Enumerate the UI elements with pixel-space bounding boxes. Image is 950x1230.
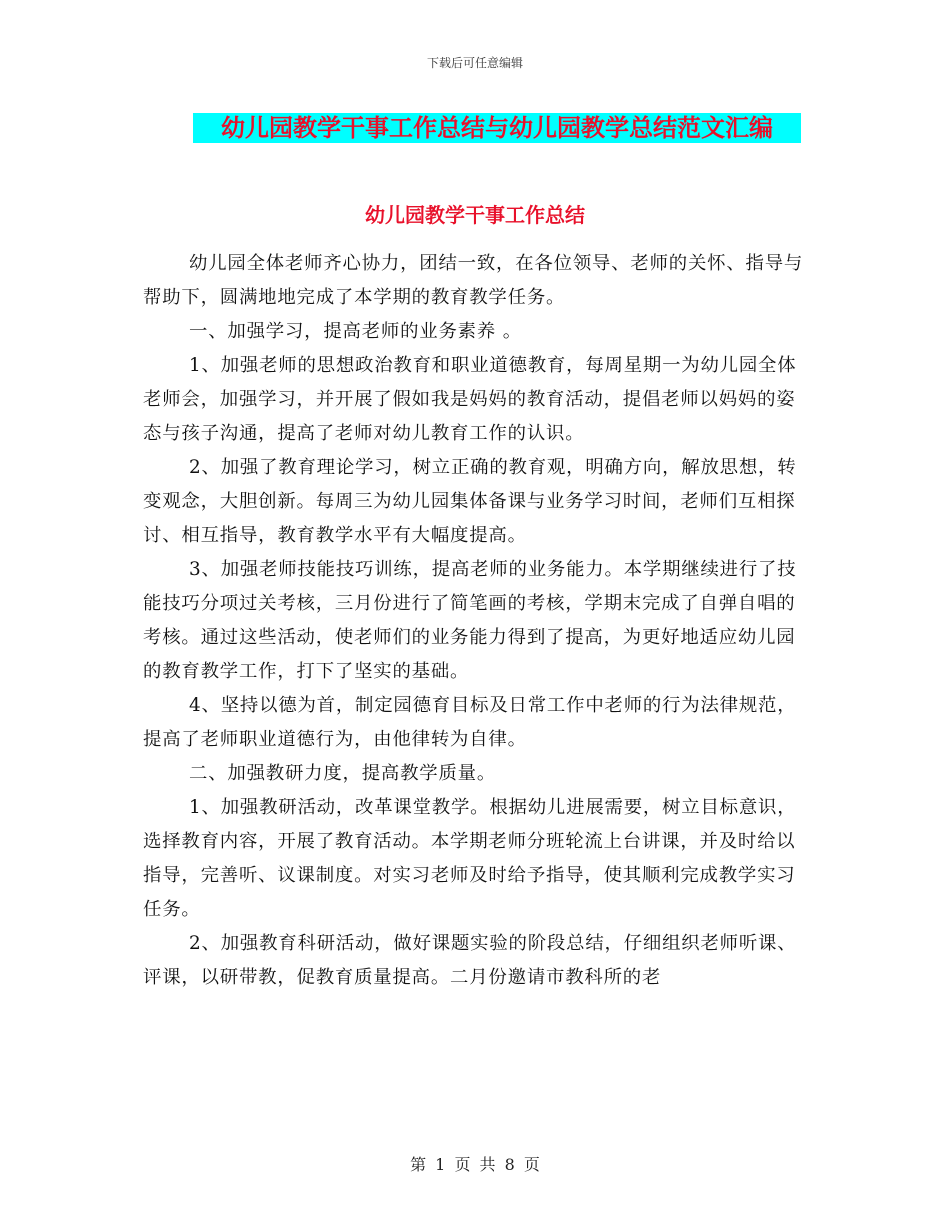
document-title: 幼儿园教学干事工作总结与幼儿园教学总结范文汇编 <box>193 113 801 143</box>
paragraph: 二、加强教研力度，提高教学质量。 <box>189 763 497 784</box>
paragraph: 2、加强教育科研活动，做好课题实验的阶段总结，仔细组织老师听课、评课，以研带教，促教育质量提高。二月份邀请市教科所的老 <box>143 933 797 988</box>
paragraph: 4、坚持以德为首，制定园德育目标及日常工作中老师的行为法律规范，提高了老师职业道德行为，由他律转为自律。 <box>143 695 797 750</box>
header-note: 下载后可任意编辑 <box>426 56 523 70</box>
paragraph: 3、加强老师技能技巧训练，提高老师的业务能力。本学期继续进行了技能技巧分项过关考核，三月份进行了简笔画的考核，学期末完成了自弹自唱的考核。通过这些活动，使老师们的业务能力得到了提高，为更好地适应幼儿园的教育教学工作，打下了坚实的基础。 <box>143 559 797 682</box>
paragraph: 一、加强学习，提高老师的业务素养 。 <box>189 321 522 342</box>
section-title: 幼儿园教学干事工作总结 <box>365 203 585 227</box>
body-text <box>143 247 808 995</box>
paragraph: 1、加强教研活动，改革课堂教学。根据幼儿进展需要，树立目标意识，选择教育内容，开展了教育活动。本学期老师分班轮流上台讲课，并及时给以指导，完善听、议课制度。对实习老师及时给予指导，使其顺利完成教学实习任务。 <box>143 797 797 920</box>
page-footer: 第 1 页 共 8 页 <box>410 1155 540 1174</box>
paragraph: 1、加强老师的思想政治教育和职业道德教育，每周星期一为幼儿园全体老师会，加强学习，并开展了假如我是妈妈的教育活动，提倡老师以妈妈的姿态与孩子沟通，提高了老师对幼儿教育工作的认识。 <box>143 355 797 444</box>
paragraph: 2、加强了教育理论学习，树立正确的教育观，明确方向，解放思想，转变观念，大胆创新。每周三为幼儿园集体备课与业务学习时间，老师们互相探讨、相互指导，教育教学水平有大幅度提高。 <box>143 457 797 546</box>
paragraph: 幼儿园全体老师齐心协力，团结一致，在各位领导、老师的关怀、指导与帮助下，圆满地地完成了本学期的教育教学任务。 <box>143 253 804 308</box>
